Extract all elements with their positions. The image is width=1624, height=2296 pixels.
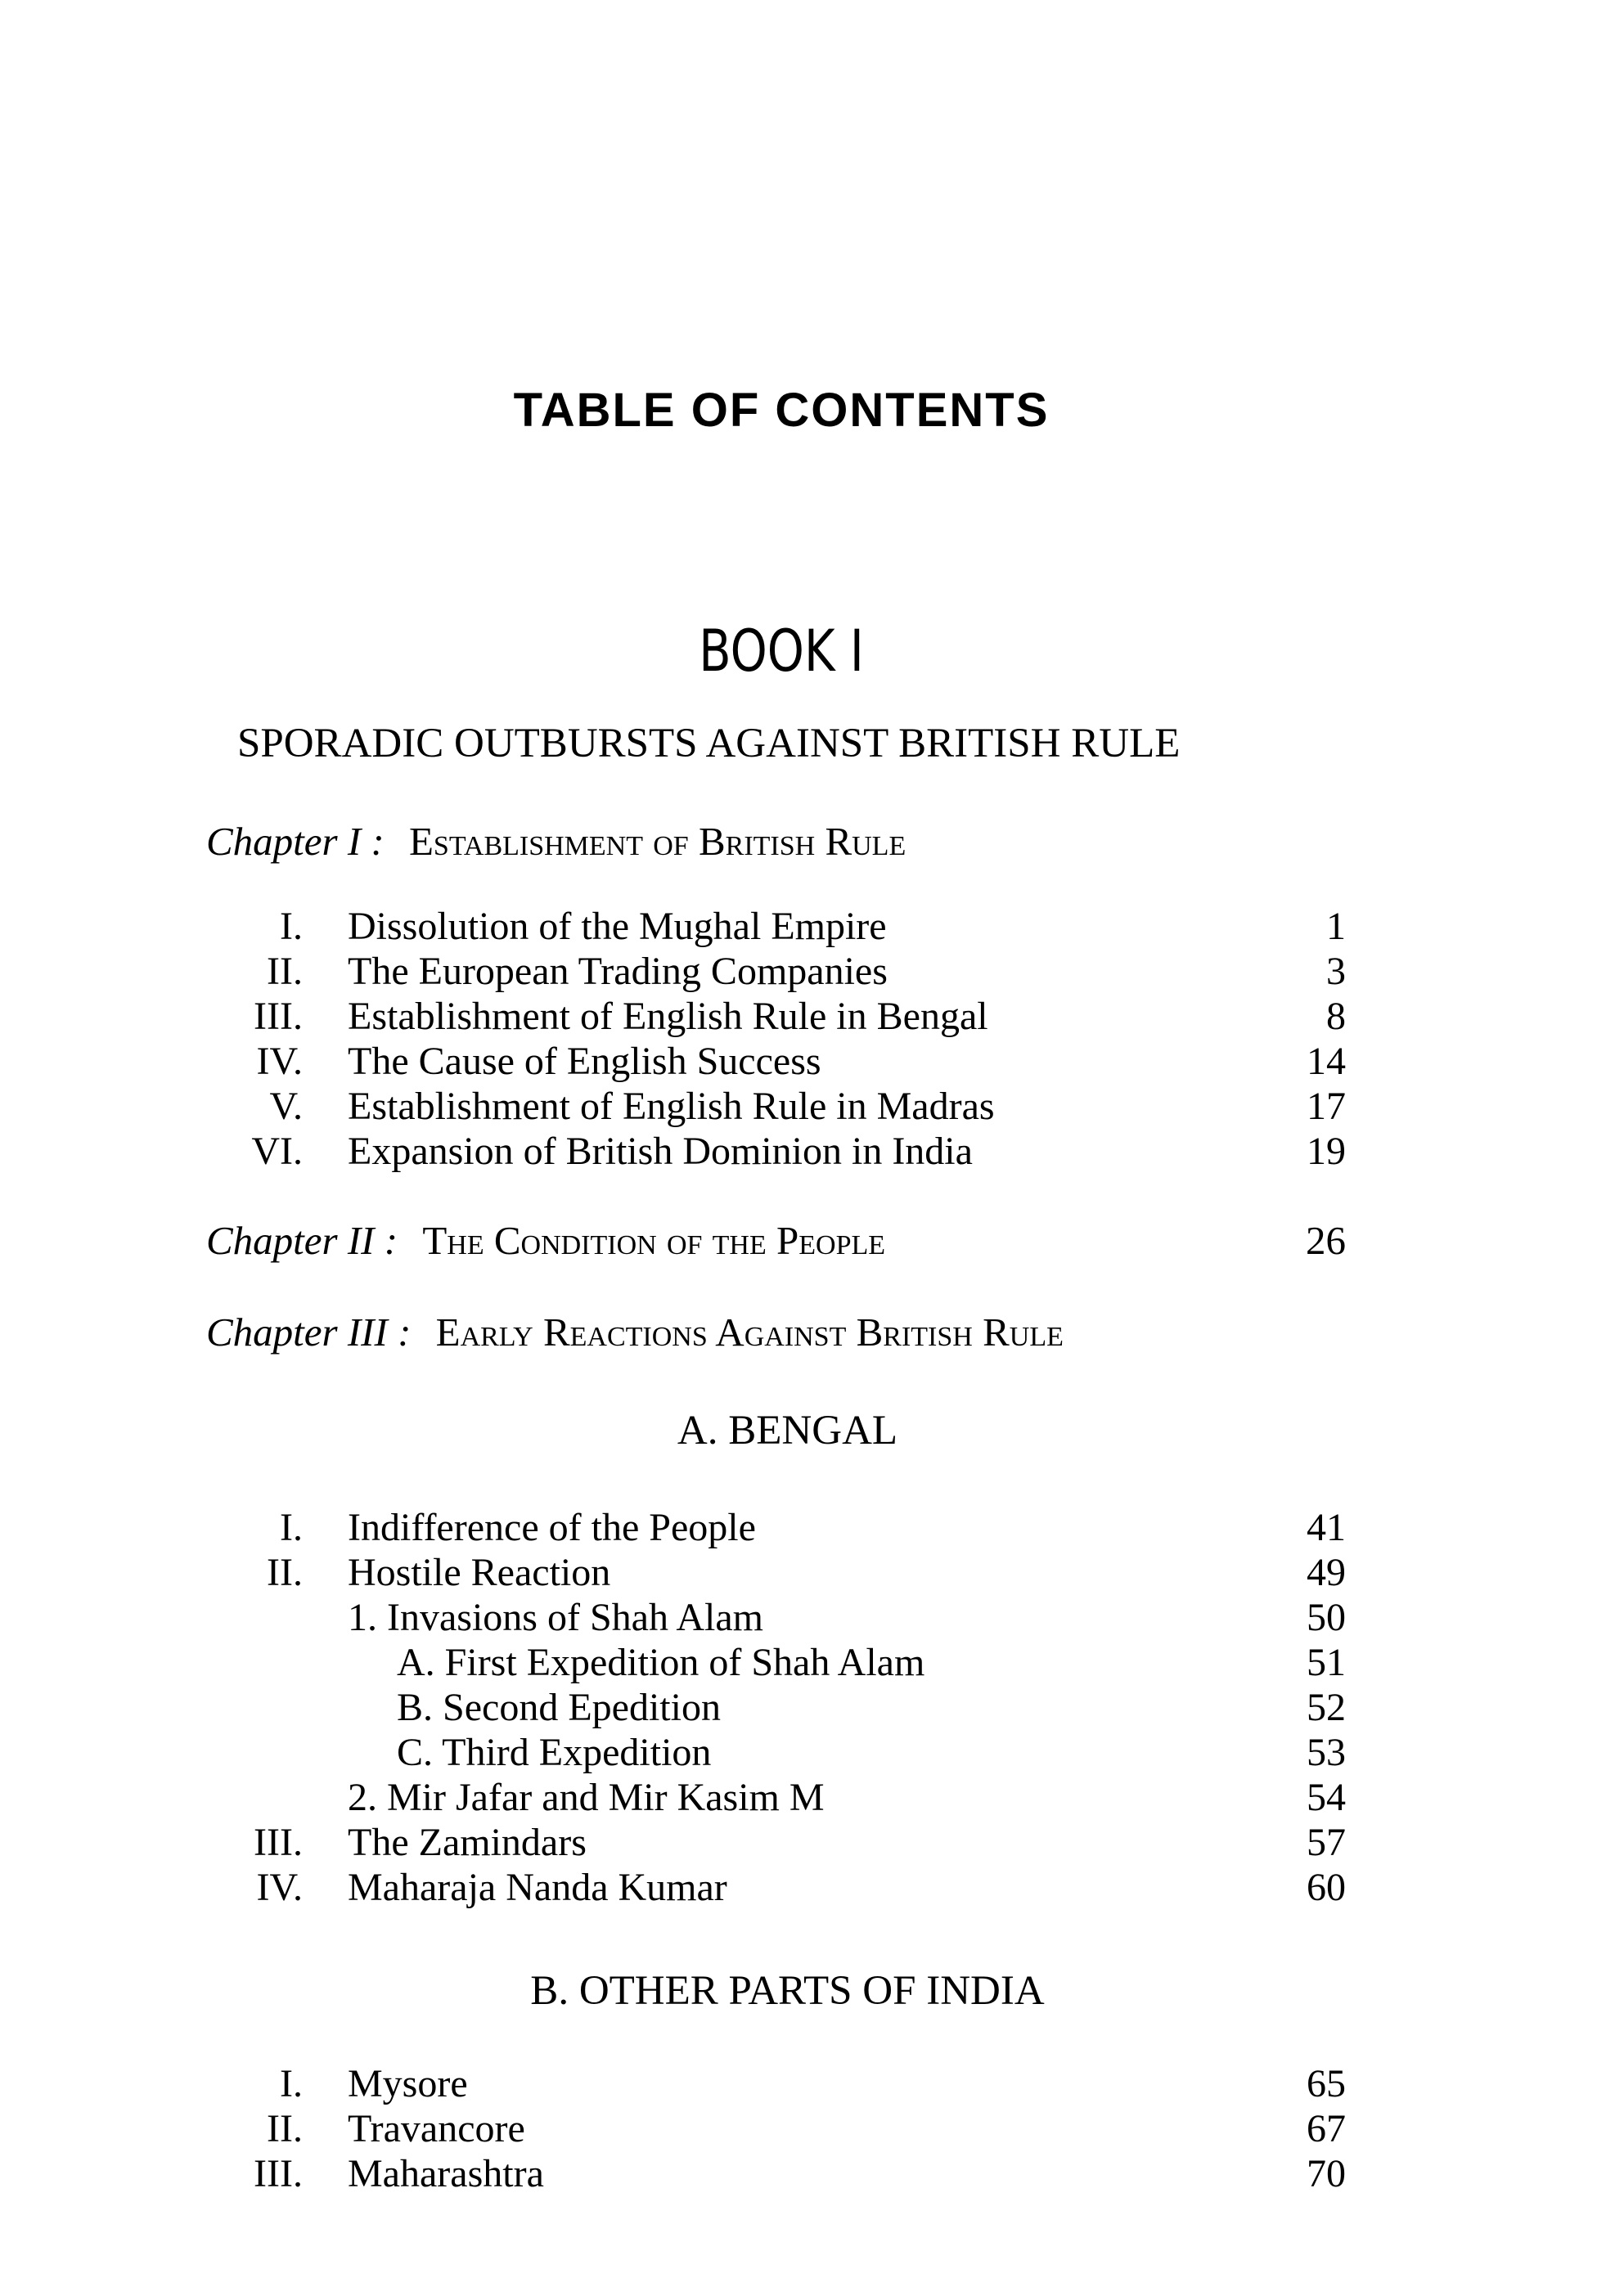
toc-entry — [0, 1595, 1624, 1641]
chapter-label: Chapter III : — [206, 1310, 412, 1355]
toc-entry — [0, 2151, 1624, 2197]
entry-number: III. — [254, 1821, 303, 1864]
book-title: BOOK I — [699, 618, 864, 685]
entry-title: Indifference of the People — [348, 1506, 756, 1549]
entry-page: 54 — [1307, 1776, 1346, 1819]
chapter-title: Establishment of British Rule — [409, 819, 906, 864]
entry-number: II. — [267, 950, 303, 993]
page-title: TABLE OF CONTENTS — [513, 384, 1050, 437]
entry-page: 41 — [1307, 1506, 1346, 1549]
entry-title: A. First Expedition of Shah Alam — [397, 1641, 925, 1684]
toc-entry — [0, 1505, 1624, 1551]
toc-entry — [0, 1730, 1624, 1776]
entry-title: Dissolution of the Mughal Empire — [348, 905, 887, 948]
entry-number: II. — [267, 1551, 303, 1594]
entry-page: 52 — [1307, 1686, 1346, 1729]
chapter-3-heading — [206, 1309, 1064, 1355]
entry-page: 60 — [1307, 1866, 1346, 1909]
entry-number: IV. — [256, 1866, 303, 1909]
toc-entry — [0, 949, 1624, 995]
entry-number: III. — [254, 995, 303, 1038]
entry-page: 49 — [1307, 1551, 1346, 1594]
entry-number: I. — [280, 905, 303, 948]
chapter-label: Chapter II : — [206, 1218, 398, 1263]
chapter-2-heading — [206, 1217, 885, 1264]
entry-number: I. — [280, 2062, 303, 2105]
toc-entry — [0, 904, 1624, 950]
entry-title: Maharaja Nanda Kumar — [348, 1866, 727, 1909]
chapter-title: Early Reactions Against British Rule — [435, 1310, 1064, 1355]
chapter-2-page: 26 — [1306, 1218, 1346, 1263]
entry-number: I. — [280, 1506, 303, 1549]
toc-entry — [0, 1775, 1624, 1821]
chapter-1-heading — [206, 818, 906, 865]
entry-page: 57 — [1307, 1821, 1346, 1864]
entry-page: 17 — [1307, 1085, 1346, 1128]
chapter-label: Chapter I : — [206, 819, 385, 864]
entry-title: Establishment of English Rule in Bengal — [348, 995, 988, 1038]
toc-entry — [0, 1820, 1624, 1866]
entry-title: The Cause of English Success — [348, 1040, 821, 1083]
entry-title: Expansion of British Dominion in India — [348, 1130, 973, 1173]
entry-page: 3 — [1326, 950, 1346, 993]
toc-entry — [0, 2106, 1624, 2152]
entry-number: II. — [267, 2107, 303, 2150]
entry-page: 51 — [1307, 1641, 1346, 1684]
entry-title: C. Third Expedition — [397, 1731, 712, 1774]
entry-page: 19 — [1307, 1130, 1346, 1173]
section-a-heading: A. BENGAL — [677, 1408, 898, 1454]
entry-title: The European Trading Companies — [348, 950, 888, 993]
toc-entry — [0, 2061, 1624, 2107]
entry-title: The Zamindars — [348, 1821, 587, 1864]
toc-entry — [0, 1550, 1624, 1596]
entry-number: V. — [269, 1085, 303, 1128]
entry-title: 1. Invasions of Shah Alam — [348, 1596, 763, 1639]
entry-page: 14 — [1307, 1040, 1346, 1083]
toc-entry — [0, 1685, 1624, 1731]
entry-title: B. Second Epedition — [397, 1686, 721, 1729]
toc-entry — [0, 1865, 1624, 1911]
toc-entry — [0, 1084, 1624, 1130]
toc-entry — [0, 1039, 1624, 1085]
entry-title: Mysore — [348, 2062, 468, 2105]
entry-page: 53 — [1307, 1731, 1346, 1774]
toc-entry — [0, 1129, 1624, 1175]
entry-number: III. — [254, 2152, 303, 2195]
entry-title: Travancore — [348, 2107, 525, 2150]
section-b-heading: B. OTHER PARTS OF INDIA — [530, 1968, 1045, 2014]
entry-page: 50 — [1307, 1596, 1346, 1639]
entry-page: 65 — [1307, 2062, 1346, 2105]
entry-page: 67 — [1307, 2107, 1346, 2150]
entry-number: VI. — [251, 1130, 303, 1173]
entry-number: IV. — [256, 1040, 303, 1083]
entry-title: 2. Mir Jafar and Mir Kasim M — [348, 1776, 825, 1819]
entry-page: 1 — [1326, 905, 1346, 948]
toc-entry — [0, 994, 1624, 1040]
book-subtitle: SPORADIC OUTBURSTS AGAINST BRITISH RULE — [237, 721, 1181, 766]
entry-title: Maharashtra — [348, 2152, 544, 2195]
toc-entry — [0, 1640, 1624, 1686]
entry-page: 70 — [1307, 2152, 1346, 2195]
entry-title: Hostile Reaction — [348, 1551, 611, 1594]
entry-title: Establishment of English Rule in Madras — [348, 1085, 995, 1128]
entry-page: 8 — [1326, 995, 1346, 1038]
chapter-title: The Condition of the People — [422, 1218, 886, 1263]
